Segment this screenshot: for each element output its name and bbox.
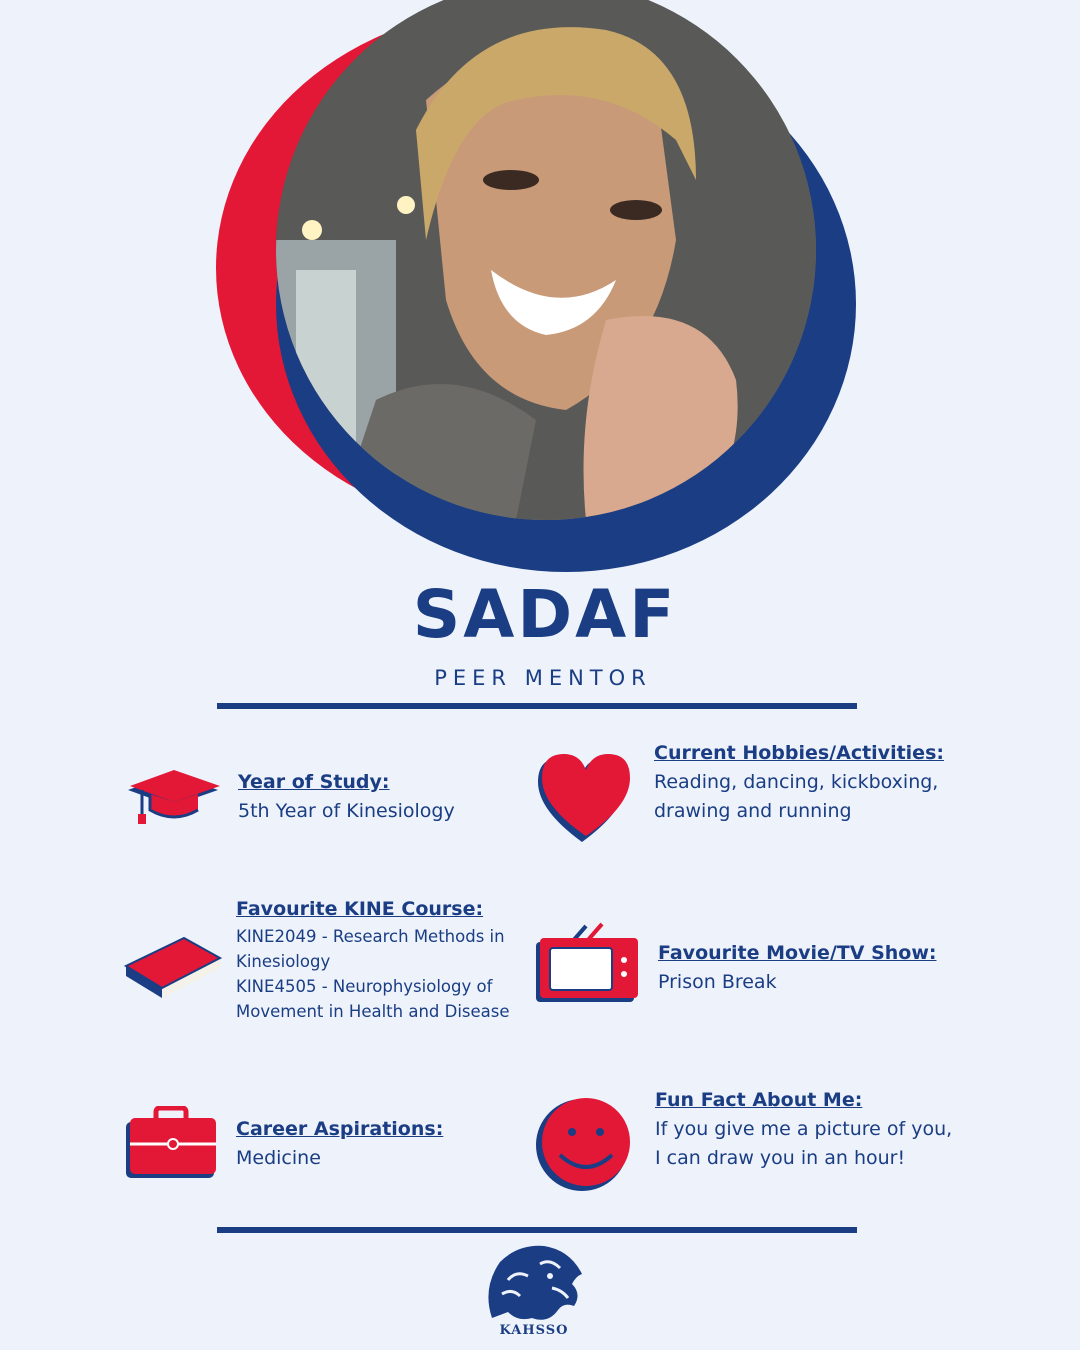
hobbies-value: Reading, dancing, kickboxing, drawing and running <box>654 771 939 822</box>
career-title: Career Aspirations: <box>236 1118 444 1140</box>
fun-fact-value: If you give me a picture of you, I can draw you in an hour! <box>655 1118 953 1169</box>
kahsso-logo <box>478 1240 590 1344</box>
year-of-study-block <box>238 768 528 826</box>
favourite-course-value-2: KINE4505 - Neurophysiology of Movement in Health and Disease <box>236 977 510 1021</box>
lion-mascot-icon <box>478 1240 590 1324</box>
favourite-show-title: Favourite Movie/TV Show: <box>658 942 937 964</box>
favourite-course-value-1: KINE2049 - Research Methods in Kinesiology <box>236 927 505 971</box>
tv-icon <box>536 920 640 1004</box>
hobbies-block <box>654 739 954 826</box>
bottom-divider <box>217 1227 857 1233</box>
favourite-course-title: Favourite KINE Course: <box>236 898 484 920</box>
year-of-study-title: Year of Study: <box>238 771 390 793</box>
career-block <box>236 1115 536 1173</box>
top-divider <box>217 703 857 709</box>
book-icon <box>124 936 222 1000</box>
favourite-show-value: Prison Break <box>658 971 777 993</box>
mentor-name: SADAF <box>412 576 678 653</box>
career-value: Medicine <box>236 1147 321 1169</box>
fun-fact-block <box>655 1086 955 1173</box>
year-of-study-value: 5th Year of Kinesiology <box>238 800 455 822</box>
logo-text: KAHSSO <box>499 1323 569 1338</box>
fun-fact-title: Fun Fact About Me: <box>655 1089 863 1111</box>
favourite-show-block <box>658 939 958 997</box>
heart-icon <box>534 752 638 844</box>
smiley-icon <box>534 1097 638 1193</box>
graduation-cap-icon <box>126 768 220 828</box>
briefcase-icon <box>126 1106 218 1180</box>
mentor-role: PEER MENTOR <box>434 666 652 690</box>
favourite-course-block <box>236 895 536 1024</box>
profile-photo <box>276 0 816 520</box>
hobbies-title: Current Hobbies/Activities: <box>654 742 944 764</box>
